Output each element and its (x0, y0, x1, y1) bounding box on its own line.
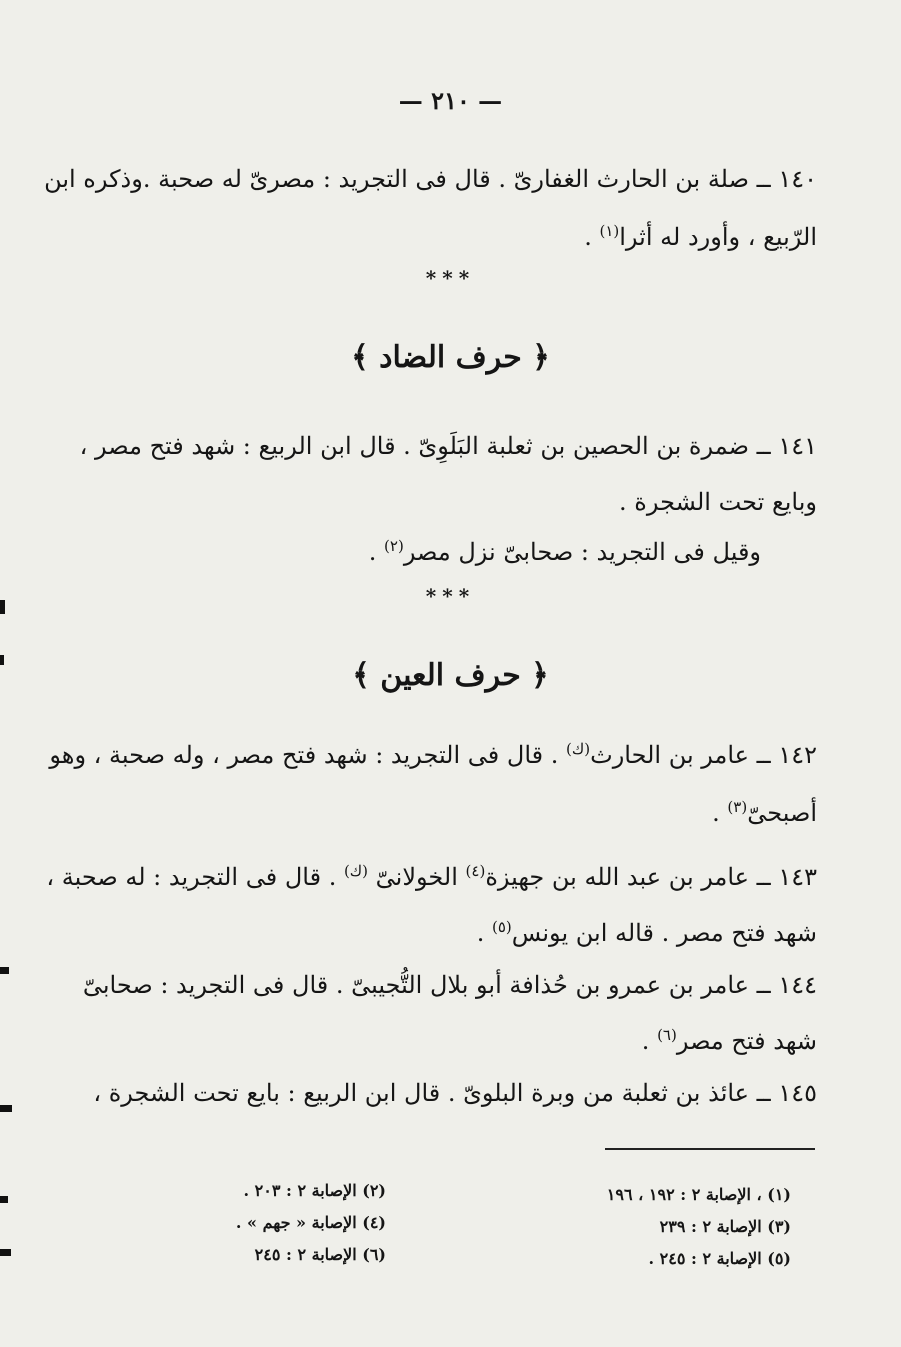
entry-144-line-2 (642, 1026, 817, 1056)
entry-143-text-d: شهد فتح مصر . قاله ابن يونس (511, 919, 817, 947)
footnote-divider (605, 1148, 815, 1150)
entry-142-line-2 (712, 798, 817, 828)
entry-143-line-2 (477, 918, 817, 948)
entry-143-text-a: ١٤٣ ــ عامر بن عبد الله بن جهيزة (485, 863, 817, 891)
entry-140-text: الرّبيع ، وأورد له أثرا (619, 223, 817, 251)
entry-141-text: وقيل فى التجريد : صحابىّ نزل مصر (403, 538, 761, 566)
entry-140-end: . (584, 223, 600, 251)
section-heading-dad: ﴿ حرف الضاد ﴾ (351, 340, 550, 375)
footnote-ref-6: (٦) (657, 1026, 677, 1044)
scan-edge-mark (0, 967, 9, 974)
entry-142-line-1 (49, 740, 817, 770)
scan-edge-mark (0, 1196, 8, 1203)
entry-141-line-3 (369, 537, 761, 567)
scan-edge-mark (0, 655, 4, 665)
footnote-3: (٣) الإصابة ٢ : ٢٣٩ (659, 1217, 791, 1236)
scan-edge-mark (0, 600, 5, 614)
entry-143-line-1 (46, 862, 817, 892)
entry-144-text: شهد فتح مصر (676, 1027, 817, 1055)
entry-141-line-1: ١٤١ ــ ضمرة بن الحصين بن ثعلبة البَلَوِىّ . قال ابن الربيع : شهد فتح مصر ، (79, 432, 817, 460)
entry-140-line-1: ١٤٠ ــ صلة بن الحارث الغفارىّ . قال فى التجريد : مصرىّ له صحبة .وذكره ابن (44, 165, 817, 193)
footnote-4: (٤) الإصابة « جهم » . (235, 1213, 386, 1232)
entry-142-text-c: أصبحىّ (747, 799, 817, 827)
entry-142-end: . (712, 799, 728, 827)
section-heading-ain: ﴿ حرف العين ﴾ (352, 658, 549, 693)
entry-141-line-2: وبايع تحت الشجرة . (619, 488, 817, 516)
footnote-6: (٦) الإصابة ٢ : ٢٤٥ (254, 1245, 386, 1264)
section-separator-2: *** (425, 584, 476, 608)
footnote-ref-k2: (ك) (343, 862, 369, 880)
footnote-ref-4: (٤) (465, 862, 486, 880)
entry-140-line-2 (584, 222, 817, 252)
entry-143-text-c: . قال فى التجريد : له صحبة ، (46, 863, 344, 891)
entry-144-end: . (641, 1027, 658, 1055)
scan-edge-mark (0, 1249, 11, 1256)
entry-144-line-1: ١٤٤ ــ عامر بن عمرو بن حُذافة أبو بلال التُّجيبىّ . قال فى التجريد : صحابىّ (82, 971, 817, 999)
entry-143-text-b: الخولانىّ (368, 863, 466, 891)
scan-edge-mark (0, 1105, 12, 1112)
footnote-ref-5: (٥) (491, 918, 512, 936)
entry-142-text-a: ١٤٢ ــ عامر بن الحارث (590, 741, 817, 769)
section-separator-1: *** (425, 266, 476, 290)
entry-145-line-1: ١٤٥ ــ عائذ بن ثعلبة من وبرة البلوىّ . قال ابن الربيع : بايع تحت الشجرة ، (93, 1079, 817, 1107)
footnote-5: (٥) الإصابة ٢ : ٢٤٥ . (648, 1249, 791, 1268)
footnote-1: (١) ، الإصابة ٢ : ١٩٢ ، ١٩٦ (606, 1185, 791, 1204)
entry-143-end: . (476, 919, 492, 947)
footnote-ref-1: (١) (599, 222, 620, 240)
entry-142-text-b: . قال فى التجريد : شهد فتح مصر ، وله صحبة ، وهو (49, 741, 567, 769)
footnote-2: (٢) الإصابة ٢ : ٢٠٣ . (243, 1181, 386, 1200)
footnote-ref-2: (٢) (384, 537, 404, 555)
entry-141-end: . (368, 538, 385, 566)
footnote-ref-k1: (ك) (566, 740, 591, 758)
footnote-ref-3: (٣) (727, 798, 748, 816)
page-number: — ٢١٠ — (398, 86, 503, 115)
